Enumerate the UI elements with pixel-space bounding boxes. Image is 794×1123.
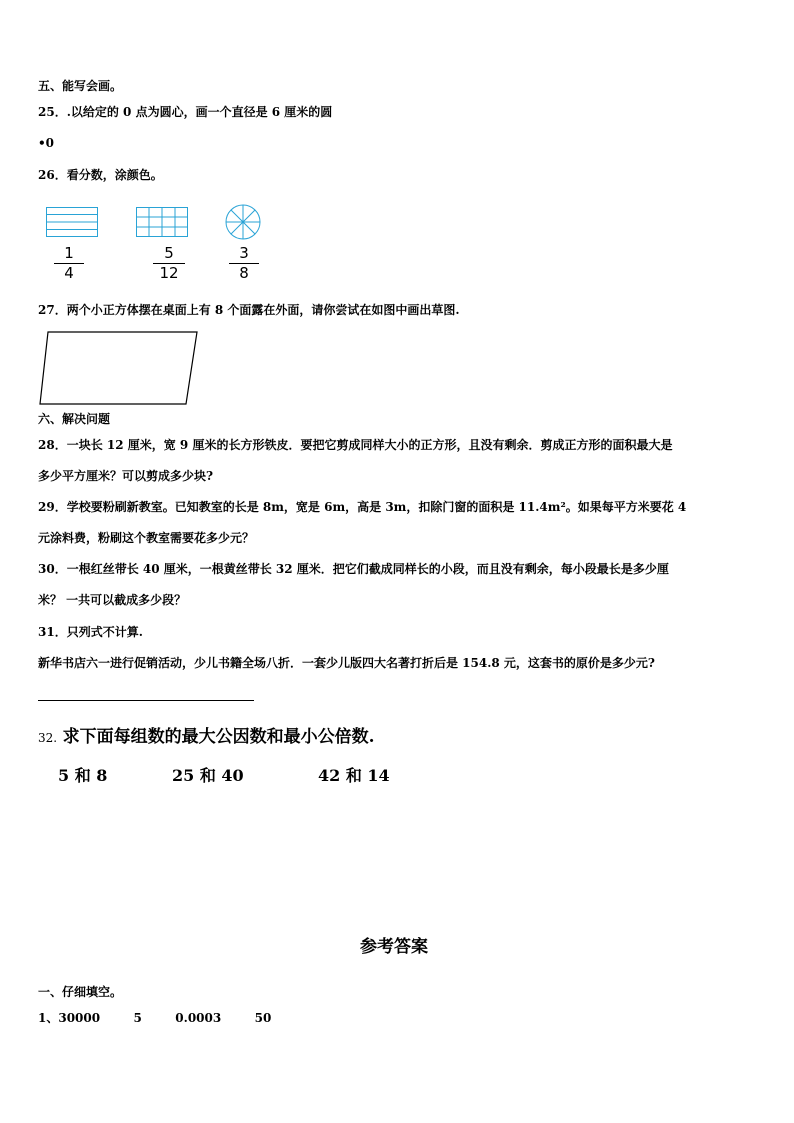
rectangle-strips-figure <box>46 207 98 237</box>
number-group-2: 25 和 40 <box>172 766 244 785</box>
center-point-label: •0 <box>38 136 55 150</box>
answer-blank-line <box>38 700 254 701</box>
section-heading-5: 五、能写会画。 <box>38 79 123 93</box>
question-28-line-1: 28．一块长 12 厘米，宽 9 厘米的长方形铁皮．要把它剪成同样大小的正方形，且没有剩余．剪成正方形的面积最大是 <box>38 438 673 452</box>
section-heading-6: 六、解决问题 <box>38 412 111 426</box>
question-28-line-2: 多少平方厘米？可以剪成多少块? <box>38 469 214 483</box>
rectangle-grid-figure <box>136 207 188 237</box>
fraction-denominator: 4 <box>64 264 74 282</box>
answers-title: 参考答案 <box>360 937 428 957</box>
parallelogram-figure <box>38 330 202 408</box>
question-27: 27．两个小正方体摆在桌面上有 8 个面露在外面，请你尝试在如图中画出草图. <box>38 303 460 317</box>
question-32-text: 求下面每组数的最大公因数和最小公倍数. <box>62 727 375 747</box>
fraction-5-12 <box>153 245 185 282</box>
question-31-line-1: 31．只列式不计算. <box>38 625 143 639</box>
fraction-numerator: 3 <box>239 244 249 262</box>
question-30-line-1: 30．一根红丝带长 40 厘米，一根黄丝带长 32 厘米．把它们截成同样长的小段，而且没有剩余，每小段最长是多少厘 <box>38 562 669 576</box>
answers-section-1: 一、仔细填空。 <box>38 985 123 999</box>
question-31-line-2: 新华书店六一进行促销活动，少儿书籍全场八折．一套少儿版四大名著打折后是 154.8 元，这套书的原价是多少元? <box>38 656 655 670</box>
number-group-1: 5 和 8 <box>58 766 108 785</box>
circle-eighths-figure <box>224 203 262 241</box>
question-26: 26．看分数，涂颜色。 <box>38 168 163 182</box>
answers-line-1: 1、30000 5 0.0003 50 <box>38 1011 272 1025</box>
question-30-line-2: 米？ 一共可以截成多少段？ <box>38 593 187 607</box>
fraction-numerator: 5 <box>164 244 174 262</box>
question-29-line-1: 29．学校要粉刷新教室。已知教室的长是 8m，宽是 6m，高是 3m，扣除门窗的面积是 11.4m²。如果每平方米要花 4 <box>38 500 687 514</box>
fraction-numerator: 1 <box>64 244 74 262</box>
fraction-3-8 <box>229 245 259 282</box>
question-32 <box>38 722 375 747</box>
question-25: 25．.以给定的 0 点为圆心，画一个直径是 6 厘米的圆 <box>38 105 333 119</box>
question-29-line-2: 元涂料费，粉刷这个教室需要花多少元？ <box>38 531 255 545</box>
question-32-number: 32. <box>38 731 58 745</box>
fraction-denominator: 8 <box>239 264 249 282</box>
fraction-denominator: 12 <box>159 264 179 282</box>
fraction-1-4 <box>54 245 84 282</box>
number-group-3: 42 和 14 <box>318 766 390 785</box>
